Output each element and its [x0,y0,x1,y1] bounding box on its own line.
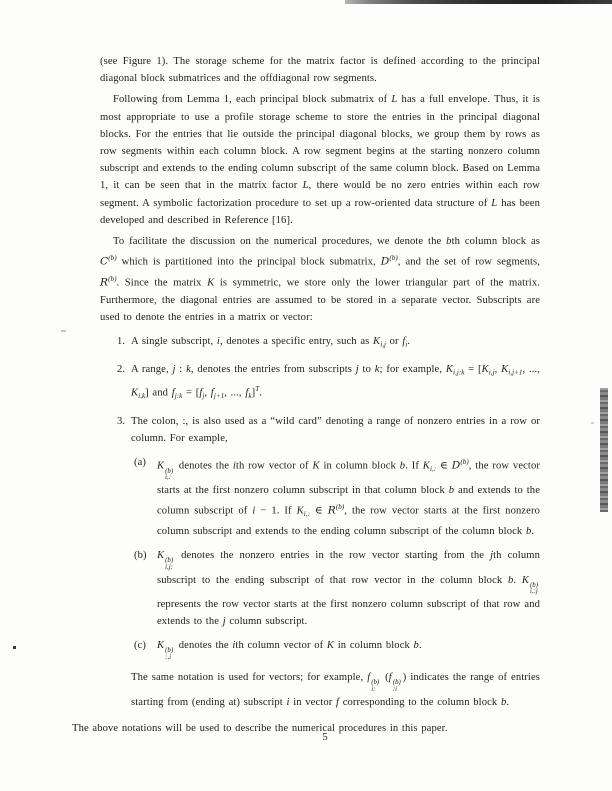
list-marker: 3. [117,415,126,427]
closing-paragraph: The above notations will be used to describe the numerical procedures in this paper. [72,722,448,734]
list-item: 1. A single subscript, i, denotes a specific entry, such as $K_{i,j}$ or $f_i$. [117,333,540,354]
scan-artifact-top-edge [345,0,612,4]
math-supsub: (b) i: [371,679,380,693]
page-number: 5 [322,732,328,743]
page-text [72,53,540,737]
paragraph: Following from Lemma 1, each principal block submatrix of L has a full envelope. Thus, it is most appropriate to use a profile storage scheme to store the entries in the principal diagonal blocks. For the entries that lie outside the principal diagonal blocks, we group them by rows as row segments within each column block. A row segment begins at the starting nonzero column subscript and extends to the ending column subscript of the same column block. Based on Lemma 1, it can be seen that in the matrix factor L, there would be no zero entries within each row segment. A symbolic factorization procedure to set up a row-oriented data structure of L has been developed and described in Reference [16]. [100,94,541,226]
sublist-item: (b) K (b) i,j: denotes the nonzero entries in the row vector starting from the jth column subscript to the ending subscript of that row vector in the column block b. K (b) i,:j represents the row vector starts at the first nonzero column subscript of that row and extends to the j column subscript. [134,547,540,630]
list-item: 2. A range, j : k, denotes the entries from subscripts j to k; for example, $K_{i,j:k} = [K_{i,j}$, $K_{i,j+1}$, ..., $K_{i,k}$] and $f_{j:k} = [f_j$, $f_{j+1}$, ..., $f_k]^T$. [117,361,540,406]
list-marker: (a) [134,457,147,469]
math-supsub: (b) :i [392,679,401,693]
sublist-item: (a) K (b) i,: denotes the ith row vector of K in column block b. If $K_{i,:}$ ∈ $D^{(b)}$, the row vector starts at the first nonzero column subscript in that column block b and extends to the column subscript of i − 1. If $K_{i,:}$ ∈ $R^{(b)}$, the row vector starts at the first nonzero column subscript and extends to the ending column subscript of the column block b. [134,454,540,540]
list-marker: 1. [117,336,126,348]
scan-artifact-speck [591,422,594,424]
math-supsub: (b) i,j: [165,557,174,571]
scan-artifact-speck [13,646,16,649]
paragraph: To facilitate the discussion on the numerical procedures, we denote the bth column block as $C^{(b)}$ which is partitioned into the principal block submatrix, $D^{(b)}$, and the set of row segments, $R^{(b)}$. Since the matrix K is symmetric, we store only the lower triangular part of the matrix. Furthermore, the diagonal entries are assumed to be stored in a separate vector. Subscripts are used to denote the entries in a matrix or vector: [100,236,540,323]
math-supsub: (b) :,i [165,647,174,661]
sublist-item: (c) K (b) :,i denotes the ith column vector of K in column block b. [134,637,540,661]
note-paragraph: The same notation is used for vectors; for example, f (b) i: (f (b) :i ) indicates the range of entries starting from (ending at) subscript i in vector f corresponding to the column block b. [131,672,540,708]
scan-artifact-speck [61,330,66,332]
list-item: 3. The colon, :, is also used as a “wild card” denoting a range of nonzero entries in a row or column. For example, [117,413,540,447]
list-marker: 2. [117,363,126,375]
math-supsub: (b) i,:j [530,581,538,596]
list-marker: (b) [134,550,147,562]
math-supsub: (b) i,: [165,467,174,482]
paragraph: (see Figure 1). The storage scheme for the matrix factor is defined according to the principal diagonal block submatrices and the offdiagonal row segments. [100,56,540,85]
scan-artifact-right-edge [600,388,608,512]
list-marker: (c) [134,640,147,652]
